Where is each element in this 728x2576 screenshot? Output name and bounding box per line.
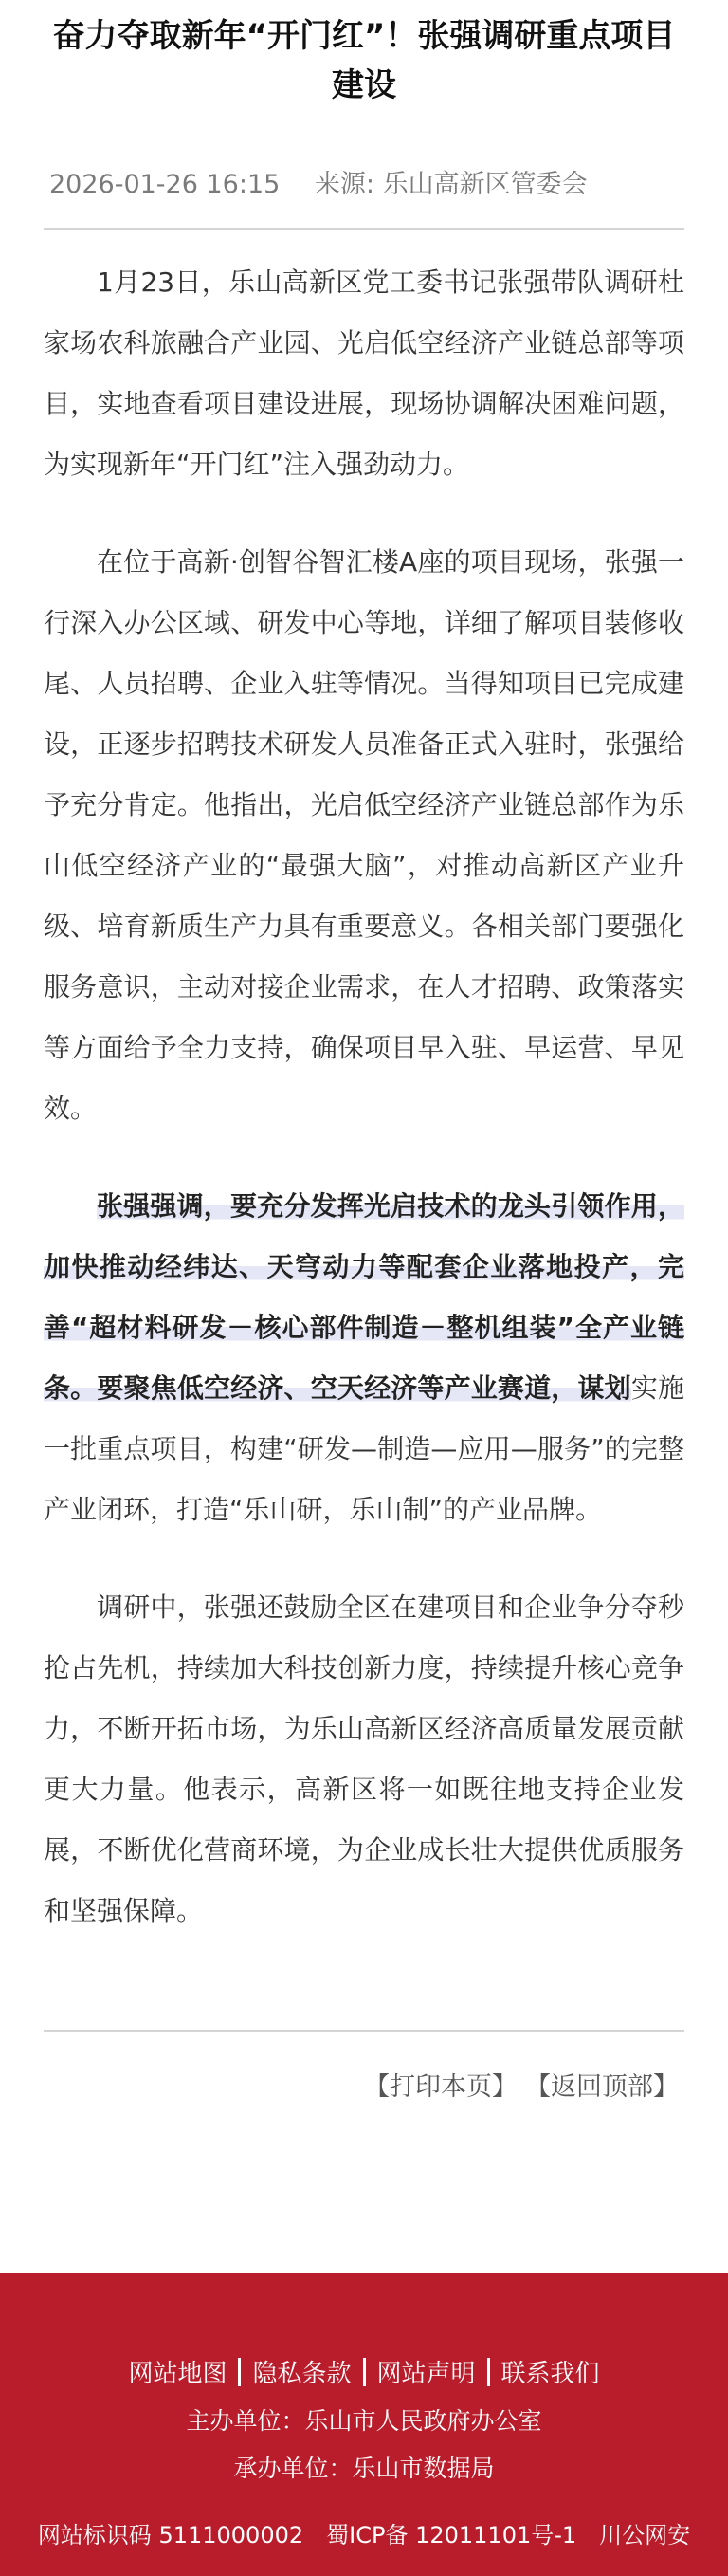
footer-link-contact[interactable]: 联系我们 bbox=[500, 2360, 600, 2388]
paragraph-4: 调研中，张强还鼓励全区在建项目和企业争分夺秒抢占先机，持续加大科技创新力度，持续提升核心竞争力，不断开拓市场，为乐山高新区经济高质量发展贡献更大力量。他表示，高新区将一如既往地支持企业发展，不断优化营商环境，为企业成长壮大提供优质服务和坚强保障。 bbox=[44, 1592, 684, 1926]
paragraph-3-rest: 实施一批重点项目，构建“研发—制造—应用—服务”的完整产业闭环，打造“乐山研，乐山制”的产业品牌。 bbox=[44, 1372, 684, 1525]
footer-link-privacy[interactable]: 隐私条款 bbox=[252, 2360, 352, 2388]
site-code: 网站标识码 5111000002 bbox=[37, 2522, 304, 2548]
footer-registration bbox=[0, 2516, 728, 2554]
source-name: 乐山高新区管委会 bbox=[382, 170, 588, 199]
footer-link-sitemap[interactable]: 网站地图 bbox=[128, 2360, 228, 2388]
footer-separator bbox=[238, 2358, 241, 2386]
print-page-link[interactable]: 【打印本页】 bbox=[364, 2072, 518, 2102]
back-to-top-link[interactable]: 【返回顶部】 bbox=[525, 2072, 679, 2102]
article-title: 奋力夺取新年“开门红”！张强调研重点项目建设 bbox=[52, 17, 676, 104]
footer-links bbox=[0, 2355, 728, 2393]
footer-separator bbox=[363, 2358, 366, 2386]
source-label: 来源: bbox=[314, 170, 375, 199]
top-divider bbox=[44, 228, 684, 230]
paragraph-2: 在位于高新·创智谷智汇楼A座的项目现场，张强一行深入办公区域、研发中心等地，详细了解项目装修收尾、人员招聘、企业入驻等情况。当得知项目已完成建设，正逐步招聘技术研发人员准备正式入驻时，张强给予充分肯定。他指出，光启低空经济产业链总部作为乐山低空经济产业的“最强大脑”，对推动高新区产业升级、培育新质生产力具有重要意义。各相关部门要强化服务意识，主动对接企业需求，在人才招聘、政策落实等方面给予全力支持，确保项目早入驻、早运营、早见效。 bbox=[44, 546, 684, 1124]
footer-sponsor: 主办单位：乐山市人民政府办公室 bbox=[186, 2407, 542, 2435]
icp-number[interactable]: 蜀ICP备 12011101号-1 bbox=[326, 2522, 577, 2548]
highlighted-text: 张强强调，要充分发挥光启技术的龙头引领作用，加快推动经纬达、天穹动力等配套企业落地投产，完善“超材料研发－核心部件制造－整机组装”全产业链条。要聚焦低空经济、空天经济等产业赛道，谋划 bbox=[44, 1190, 684, 1404]
article-meta bbox=[49, 166, 588, 204]
publish-date: 2026-01-26 16:15 bbox=[49, 170, 281, 199]
article-tools bbox=[364, 2069, 679, 2107]
paragraph-3 bbox=[44, 1176, 684, 1540]
site-footer bbox=[0, 2273, 728, 2576]
footer-undertaker: 承办单位：乐山市数据局 bbox=[233, 2455, 495, 2482]
footer-link-statement[interactable]: 网站声明 bbox=[376, 2360, 476, 2388]
article-body bbox=[44, 252, 684, 1978]
bottom-divider bbox=[44, 2030, 684, 2032]
footer-separator bbox=[487, 2358, 490, 2386]
police-record[interactable]: 川公网安 bbox=[599, 2522, 691, 2548]
paragraph-1: 1月23日，乐山高新区党工委书记张强带队调研杜家场农科旅融合产业园、光启低空经济产业链总部等项目，实地查看项目建设进展，现场协调解决困难问题，为实现新年“开门红”注入强劲动力。 bbox=[44, 267, 684, 480]
